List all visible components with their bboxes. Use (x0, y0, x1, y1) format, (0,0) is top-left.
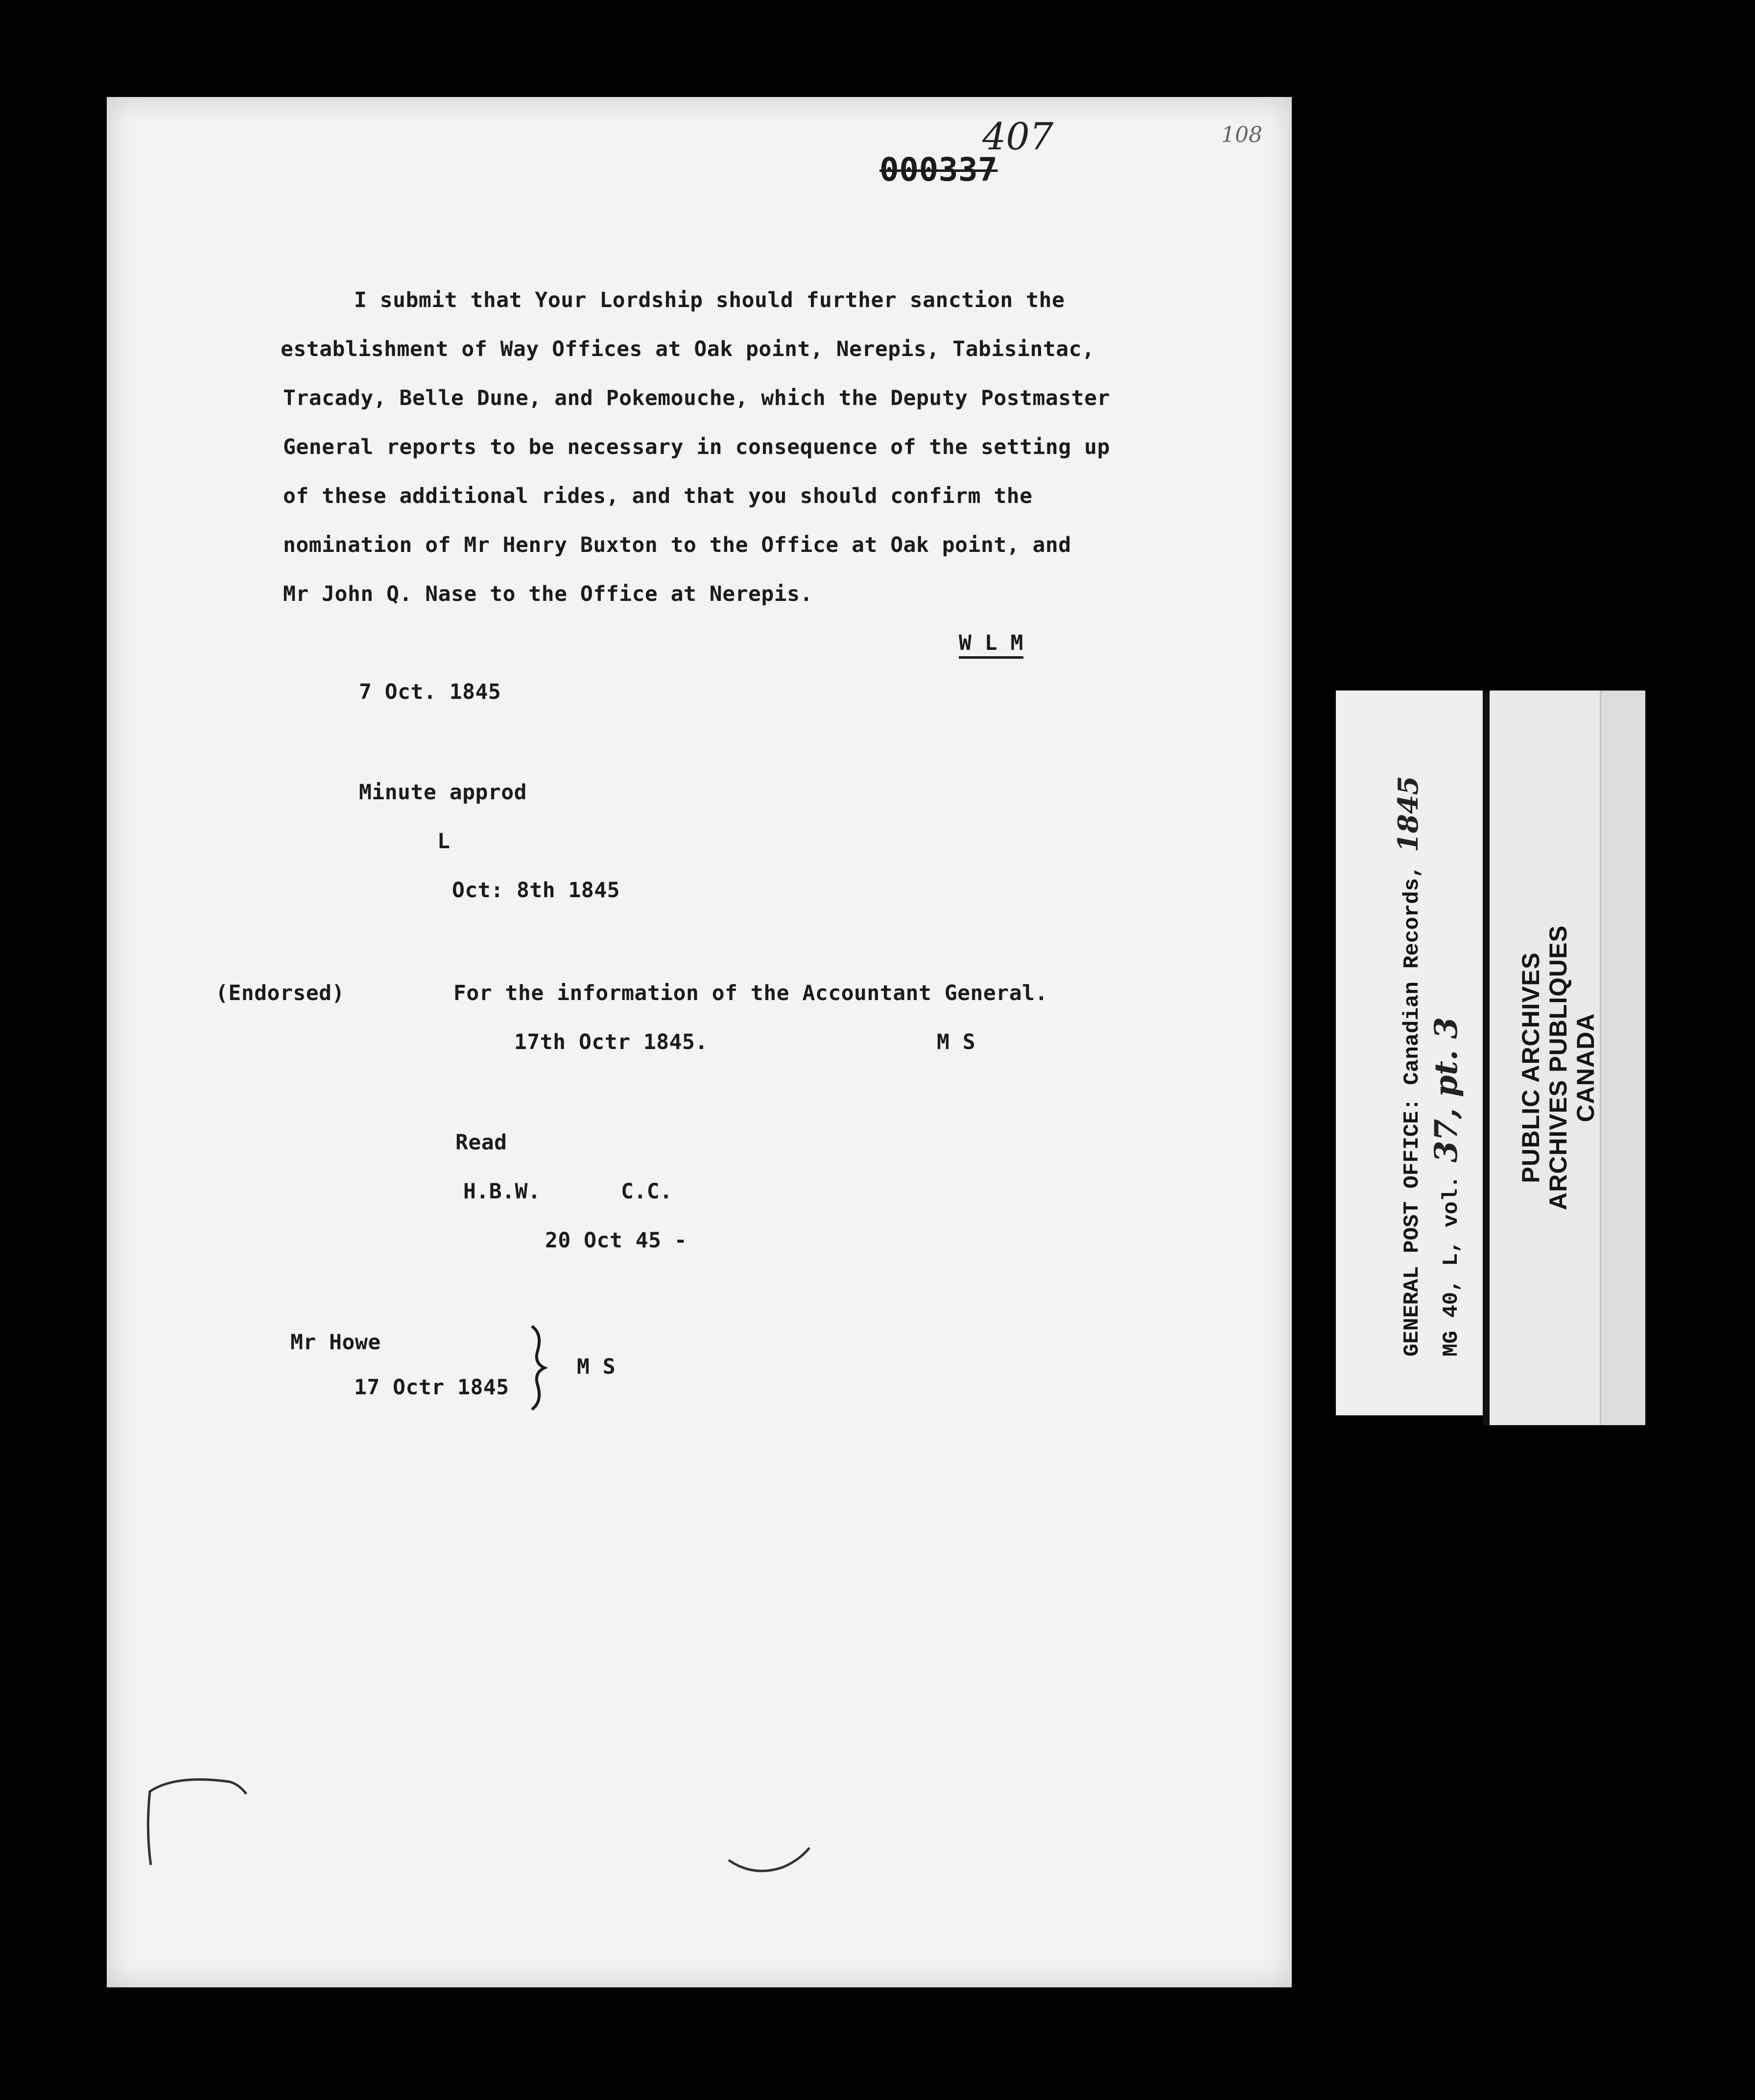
archive-slip-volume: 37, pt. 3 (1428, 1017, 1465, 1163)
body-line: General reports to be necessary in consequence of the setting up (283, 435, 1110, 459)
stamp-line-2: ARCHIVES PUBLIQUES (1544, 925, 1572, 1210)
archive-slip-year: 1845 (1392, 776, 1424, 853)
endorsement-date: 17th Octr 1845. (514, 1030, 708, 1054)
archive-slip-line-2-text: MG 40, L, vol. (1439, 1175, 1464, 1357)
body-line: establishment of Way Offices at Oak point, Nerepis, Tabisintac, (281, 337, 1095, 361)
stamp-line-3: CANADA (1572, 1013, 1599, 1122)
minute-date: Oct: 8th 1845 (452, 878, 620, 903)
document-page (107, 97, 1292, 1987)
read-date: 20 Oct 45 - (545, 1228, 688, 1253)
minute-label: Minute approd (359, 780, 527, 805)
strip-fold (1600, 691, 1645, 1425)
pen-mark-left (141, 1772, 268, 1870)
read-initials-a: H.B.W. (463, 1179, 541, 1204)
endorsement-initials: M S (937, 1030, 976, 1054)
body-line: of these additional rides, and that you should confirm the (283, 484, 1033, 508)
corner-page-number: 108 (1221, 122, 1262, 147)
read-initials-b: C.C. (621, 1179, 673, 1204)
pen-mark-bottom (724, 1840, 822, 1880)
body-line: Tracady, Belle Dune, and Pokemouche, which the Deputy Postmaster (283, 386, 1110, 410)
body-line: I submit that Your Lordship should further sanction the (354, 288, 1065, 312)
archive-reference-slip (1336, 691, 1483, 1415)
stamp-text-block (1517, 882, 1599, 1254)
howe-name: Mr Howe (290, 1330, 381, 1355)
read-label: Read (455, 1130, 507, 1155)
stamp-line-1: PUBLIC ARCHIVES (1517, 952, 1544, 1183)
signature-initials: W L M (959, 631, 1023, 659)
archive-slip-line-1-text: GENERAL POST OFFICE: Canadian Records, (1400, 865, 1424, 1357)
body-line: nomination of Mr Henry Buxton to the Office at Oak point, and (283, 533, 1071, 557)
date-line: 7 Oct. 1845 (359, 680, 501, 704)
body-line: Mr John Q. Nase to the Office at Nerepis. (283, 582, 813, 606)
minute-initial: L (437, 829, 451, 854)
public-archives-stamp (1483, 691, 1645, 1425)
struck-stamped-number: 000337 (879, 151, 998, 189)
howe-initials: M S (577, 1355, 616, 1379)
archive-slip-line-2 (1428, 1017, 1465, 1357)
handwritten-page-number: 407 (982, 115, 1054, 158)
archive-slip-line-1 (1392, 776, 1424, 1357)
endorsed-label: (Endorsed) (215, 981, 345, 1005)
brace-icon (528, 1324, 547, 1412)
endorsement-text: For the information of the Accountant General. (453, 981, 1048, 1005)
howe-date: 17 Octr 1845 (354, 1375, 509, 1400)
